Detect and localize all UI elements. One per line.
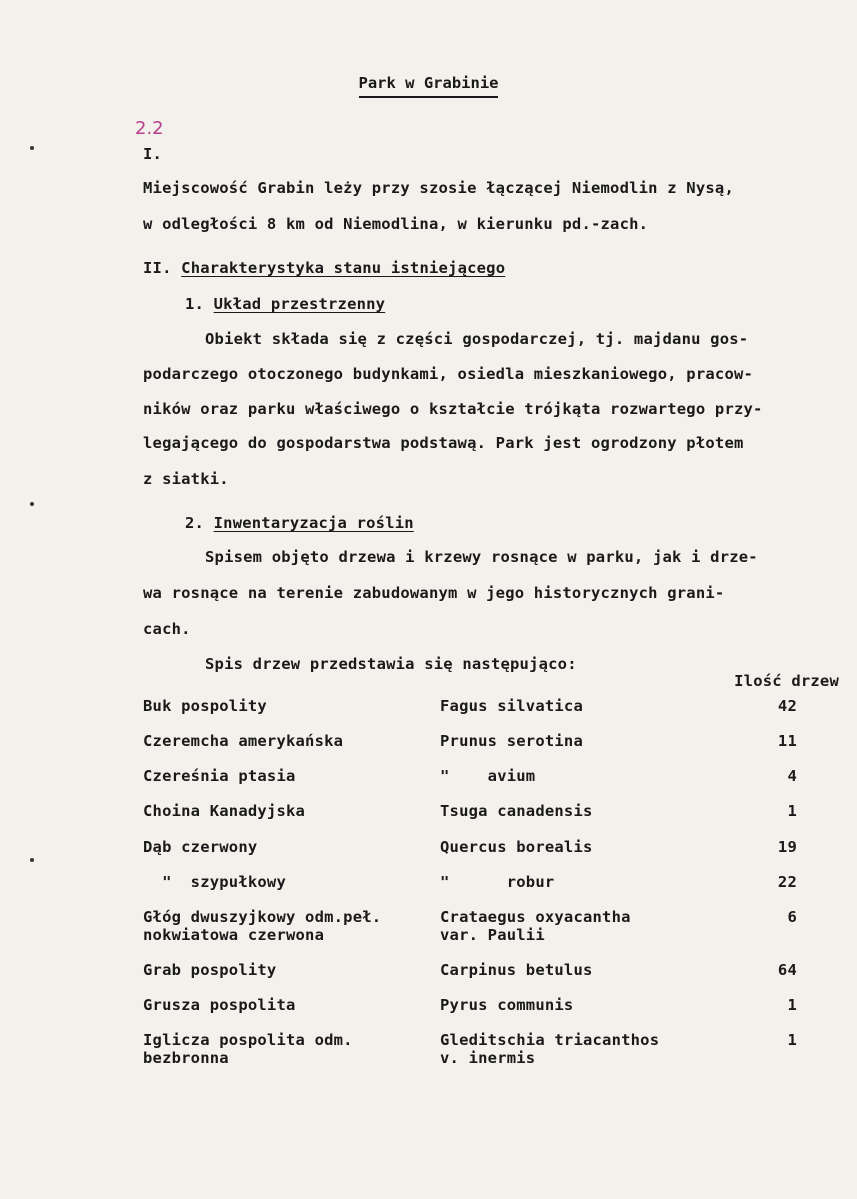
page-title: Park w Grabinie	[359, 74, 499, 98]
tree-polish-name-line: " szypułkowy	[143, 873, 286, 891]
tree-polish-name-line: Czeremcha amerykańska	[143, 732, 344, 750]
paragraph-line: cach.	[143, 620, 191, 638]
tree-count: 64	[777, 961, 797, 979]
tree-latin-name-line: Fagus silvatica	[440, 697, 583, 715]
subsection2-title: Inwentaryzacja roślin	[213, 514, 414, 532]
tree-count: 4	[787, 767, 797, 785]
punch-mark	[30, 858, 34, 862]
section2-heading	[143, 259, 505, 277]
tree-latin-name-line: Quercus borealis	[440, 838, 593, 856]
paragraph-line: z siatki.	[143, 470, 229, 488]
tree-polish-name	[143, 908, 381, 944]
tree-polish-name-line: Głóg dwuszyjkowy odm.peł.	[143, 908, 382, 926]
tree-latin-name	[440, 873, 554, 891]
tree-polish-name	[143, 873, 286, 891]
section1-heading: I.	[143, 145, 163, 163]
title-container	[0, 74, 857, 98]
tree-polish-name-line: nokwiatowa czerwona	[143, 926, 325, 944]
tree-latin-name-line: Crataegus oxyacantha	[440, 908, 631, 926]
tree-polish-name	[143, 697, 267, 715]
tree-count: 19	[777, 838, 797, 856]
paragraph-line: Obiekt składa się z części gospodarczej, tj. majdanu gos-	[205, 330, 749, 348]
tree-count: 42	[777, 697, 797, 715]
subsection2-number: 2.	[185, 514, 205, 532]
tree-count: 6	[787, 908, 797, 926]
paragraph-line: ników oraz parku właściwego o kształcie trójkąta rozwartego przy-	[143, 400, 763, 418]
tree-latin-name-line: Tsuga canadensis	[440, 802, 593, 820]
subsection1-heading	[185, 295, 385, 313]
tree-latin-name-line: " robur	[440, 873, 555, 891]
tree-latin-name-line: v. inermis	[440, 1049, 536, 1067]
tree-latin-name-line: Carpinus betulus	[440, 961, 593, 979]
tree-polish-name	[143, 996, 296, 1014]
tree-polish-name-line: Grab pospolity	[143, 961, 277, 979]
tree-latin-name-line: var. Paulii	[440, 926, 545, 944]
subsection2-heading	[185, 514, 414, 532]
tree-polish-name	[143, 732, 343, 750]
section2-title: Charakterystyka stanu istniejącego	[181, 259, 506, 277]
tree-polish-name-line: Czereśnia ptasia	[143, 767, 296, 785]
punch-mark	[30, 502, 34, 506]
tree-latin-name	[440, 802, 593, 820]
tree-polish-name-line: Iglicza pospolita odm.	[143, 1031, 353, 1049]
tree-polish-name	[143, 1031, 353, 1067]
tree-latin-name-line: " avium	[440, 767, 536, 785]
tree-latin-name	[440, 767, 535, 785]
tree-count: 22	[777, 873, 797, 891]
tree-polish-name	[143, 838, 257, 856]
tree-latin-name	[440, 732, 583, 750]
paragraph-line: legającego do gospodarstwa podstawą. Park jest ogrodzony płotem	[143, 434, 744, 452]
tree-polish-name-line: Dąb czerwony	[143, 838, 258, 856]
subsection1-number: 1.	[185, 295, 205, 313]
paragraph-line: podarczego otoczonego budynkami, osiedla mieszkaniowego, pracow-	[143, 365, 754, 383]
tree-latin-name	[440, 838, 593, 856]
section1-line: w odległości 8 km od Niemodlina, w kierunku pd.-zach.	[143, 215, 649, 233]
tree-latin-name	[440, 1031, 659, 1067]
tree-count: 1	[787, 996, 797, 1014]
section2-number: II.	[143, 259, 172, 277]
tree-polish-name-line: Buk pospolity	[143, 697, 267, 715]
punch-mark	[30, 146, 34, 150]
tree-latin-name	[440, 961, 593, 979]
tree-latin-name-line: Prunus serotina	[440, 732, 583, 750]
tree-polish-name-line: Grusza pospolita	[143, 996, 296, 1014]
tree-latin-name	[440, 996, 573, 1014]
tree-polish-name	[143, 802, 305, 820]
subsection1-title: Układ przestrzenny	[213, 295, 386, 313]
count-column-header: Ilość drzew	[734, 672, 839, 690]
tree-count: 1	[787, 1031, 797, 1049]
tree-polish-name-line: Choina Kanadyjska	[143, 802, 306, 820]
paragraph-line: Spisem objęto drzewa i krzewy rosnące w parku, jak i drze-	[205, 548, 758, 566]
tree-count: 11	[777, 732, 797, 750]
paragraph-line: wa rosnące na terenie zabudowanym w jego historycznych grani-	[143, 584, 725, 602]
tree-polish-name	[143, 767, 296, 785]
tree-polish-name-line: bezbronna	[143, 1049, 229, 1067]
tree-count: 1	[787, 802, 797, 820]
tree-latin-name-line: Pyrus communis	[440, 996, 574, 1014]
tree-latin-name-line: Gleditschia triacanthos	[440, 1031, 660, 1049]
list-intro: Spis drzew przedstawia się następująco:	[205, 655, 577, 673]
tree-polish-name	[143, 961, 276, 979]
handwritten-note: 2.2	[135, 118, 164, 139]
tree-latin-name	[440, 697, 583, 715]
tree-latin-name	[440, 908, 631, 944]
section1-line: Miejscowość Grabin leży przy szosie łączącej Niemodlin z Nysą,	[143, 179, 734, 197]
